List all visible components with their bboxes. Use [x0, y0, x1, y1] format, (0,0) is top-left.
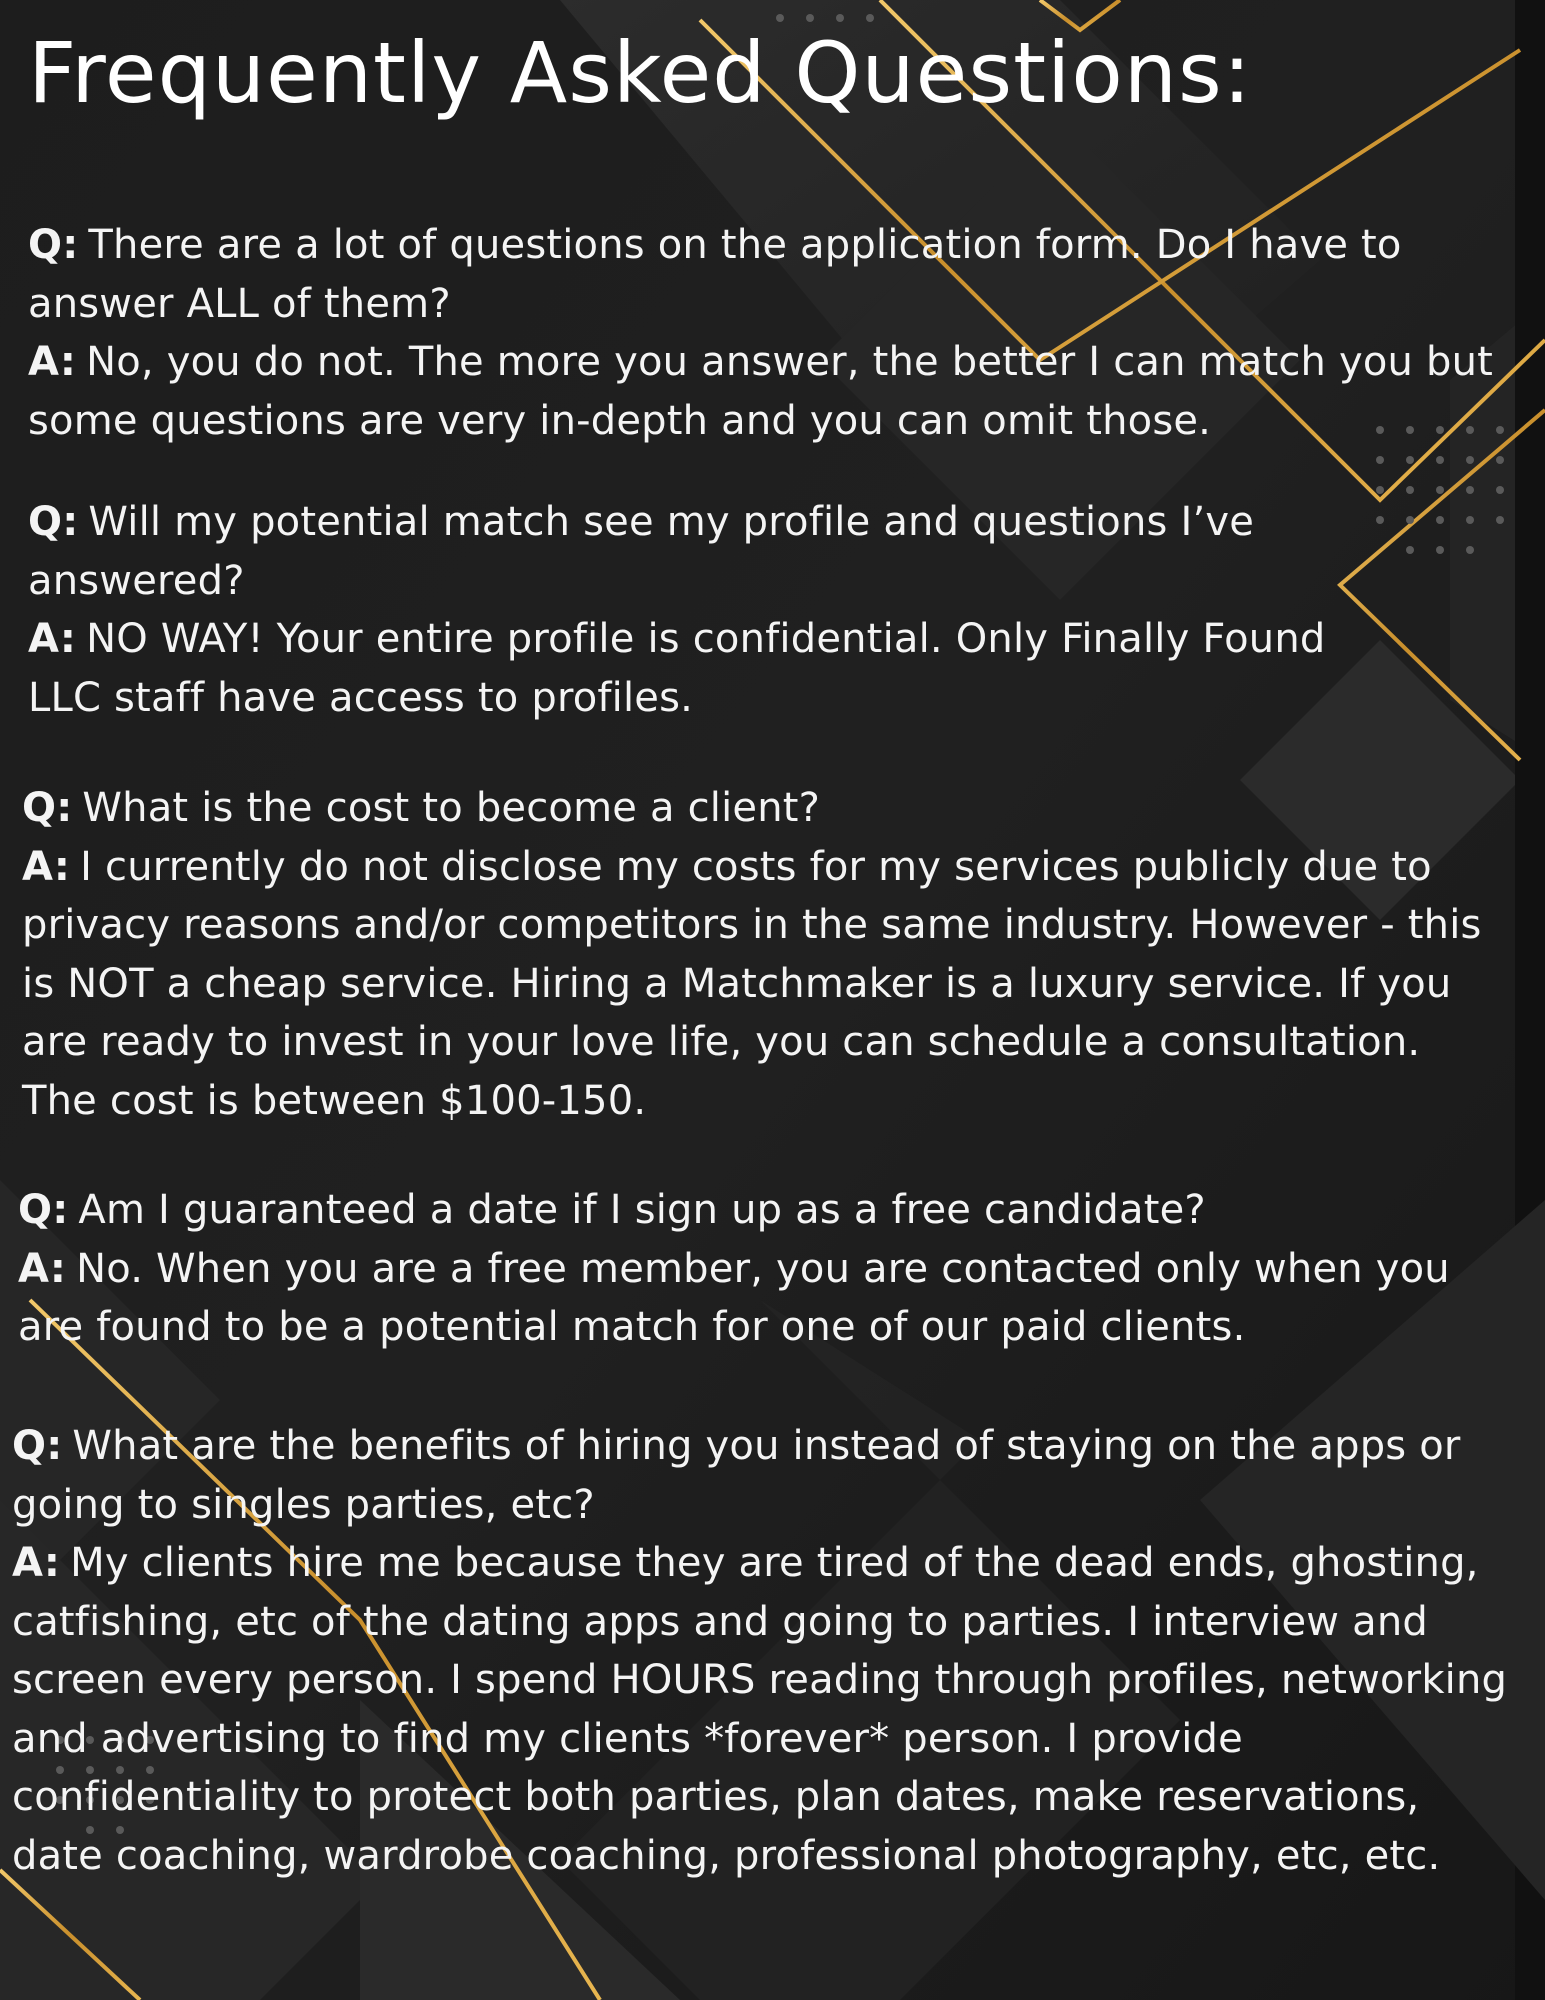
faq-question [18, 1181, 1498, 1240]
question-text: Will my potential match see my profile and questions I’ve answered? [28, 499, 1255, 604]
answer-label: A: [18, 1245, 67, 1292]
faq-item-3 [22, 779, 1502, 1130]
faq-item-2 [28, 493, 1358, 727]
question-text: What are the benefits of hiring you instead of staying on the apps or going to singles parties, etc? [12, 1423, 1461, 1528]
question-label: Q: [18, 1187, 69, 1233]
question-label: Q: [12, 1423, 63, 1469]
faq-answer [18, 1240, 1498, 1357]
answer-label: A: [12, 1540, 61, 1586]
faq-answer [12, 1534, 1512, 1885]
answer-label: A: [28, 616, 77, 662]
answer-label: A: [22, 843, 71, 890]
faq-question [28, 216, 1508, 333]
question-text: What is the cost to become a client? [82, 785, 821, 831]
page-title: Frequently Asked Questions: [28, 24, 1253, 122]
answer-label: A: [28, 339, 77, 385]
faq-question [12, 1417, 1512, 1534]
question-label: Q: [22, 785, 73, 831]
faq-question [28, 493, 1358, 610]
faq-item-1 [28, 216, 1508, 450]
faq-answer [28, 333, 1508, 450]
faq-item-5 [12, 1417, 1512, 1885]
faq-item-4 [18, 1181, 1498, 1357]
question-text: Am I guaranteed a date if I sign up as a free candidate? [78, 1187, 1206, 1233]
question-label: Q: [28, 222, 79, 268]
question-label: Q: [28, 499, 79, 545]
answer-text: No, you do not. The more you answer, the better I can match you but some questions are very in-depth and you can omit those. [28, 339, 1494, 444]
answer-text: NO WAY! Your entire profile is confidential. Only Finally Found LLC staff have access to profiles. [28, 616, 1326, 721]
question-text: There are a lot of questions on the application form. Do I have to answer ALL of them? [28, 222, 1402, 327]
faq-answer [28, 610, 1358, 727]
faq-answer [22, 838, 1502, 1131]
answer-text: I currently do not disclose my costs for my services publicly due to privacy reasons and/or competitors in the same industry. However - this is NOT a cheap service. Hiring a Matchmaker is a luxury service. If you are ready to invest in your love life, you can schedule a consultation. The cost is between $100-150. [22, 843, 1482, 1124]
answer-text: My clients hire me because they are tired of the dead ends, ghosting, catfishing, etc of the dating apps and going to parties. I interview and screen every person. I spend HOURS reading through profiles, networking and advertising to find my clients *forever* person. I provide confidentiality to protect both parties, plan dates, make reservations, date coaching, wardrobe coaching, professional photography, etc, etc. [12, 1540, 1508, 1879]
faq-question [22, 779, 1502, 838]
answer-text: No. When you are a free member, you are contacted only when you are found to be a potential match for one of our paid clients. [18, 1245, 1450, 1350]
